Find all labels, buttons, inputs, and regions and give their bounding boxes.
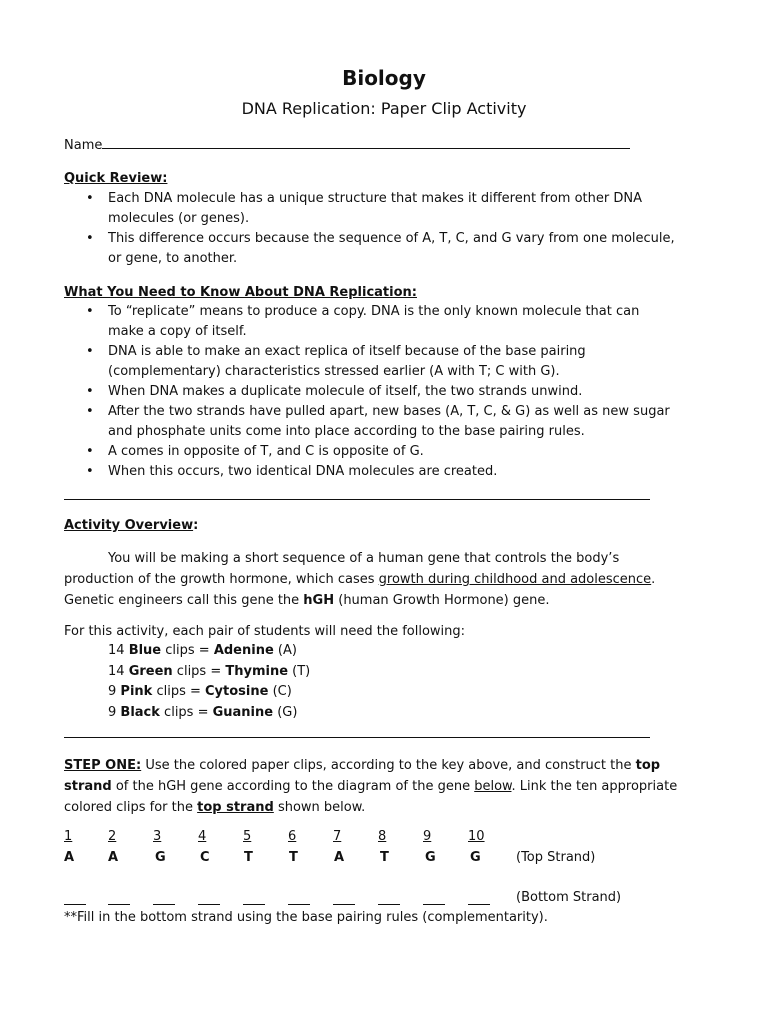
quick-review-heading: Quick Review:	[64, 171, 168, 186]
list-item: • To “replicate” means to produce a copy. DNA is the only known molecule that can make a copy of itself.	[64, 302, 714, 342]
bottom-strand-blank[interactable]	[288, 890, 310, 905]
supply-pink: 9 Pink clips = Cytosine (C)	[108, 684, 292, 699]
bottom-strand-blank[interactable]	[64, 890, 86, 905]
position-number: 1	[64, 829, 73, 844]
position-number: 10	[468, 829, 485, 844]
top-strand-base: G	[425, 850, 436, 865]
top-strand-base: C	[200, 850, 210, 865]
position-number: 6	[288, 829, 297, 844]
section-divider	[64, 737, 650, 738]
bottom-strand-blank[interactable]	[468, 890, 490, 905]
position-number: 8	[378, 829, 387, 844]
position-number: 9	[423, 829, 432, 844]
bottom-strand-label: (Bottom Strand)	[516, 890, 622, 905]
top-strand-base: A	[64, 850, 75, 865]
footnote: **Fill in the bottom strand using the base pairing rules (complementarity).	[64, 910, 548, 925]
list-item: • A comes in opposite of T, and C is opposite of G.	[64, 442, 714, 462]
list-item: • Each DNA molecule has a unique structure that makes it different from other DNA molecules (or genes).	[64, 189, 714, 229]
need-to-know-list	[64, 302, 714, 482]
overview-paragraph: You will be making a short sequence of a human gene that controls the body’s production of the growth hormone, which cases growth during childhood and adolescence. Genetic engineers call this gene the hGH (human Growth Hormone) gene.	[64, 551, 656, 608]
page-subtitle: DNA Replication: Paper Clip Activity	[241, 99, 527, 118]
top-strand-base: A	[108, 850, 119, 865]
supplies-intro: For this activity, each pair of students will need the following:	[64, 624, 466, 639]
bottom-strand-blank[interactable]	[423, 890, 445, 905]
list-item: • DNA is able to make an exact replica of itself because of the base pairing (complementary) characteristics stressed earlier (A with T; C with G).	[64, 342, 714, 382]
top-strand-label: (Top Strand)	[516, 850, 596, 865]
list-item: • When DNA makes a duplicate molecule of itself, the two strands unwind.	[64, 382, 714, 402]
position-number: 5	[243, 829, 252, 844]
bottom-strand-blank[interactable]	[243, 890, 265, 905]
top-strand-base: G	[155, 850, 166, 865]
bottom-strand-blank[interactable]	[108, 890, 130, 905]
page-title: Biology	[342, 66, 426, 90]
position-number: 7	[333, 829, 342, 844]
name-blank-line[interactable]	[102, 137, 630, 149]
list-item: • After the two strands have pulled apart, new bases (A, T, C, & G) as well as new sugar and phosphate units come into place according to the base pairing rules.	[64, 402, 714, 442]
position-number: 2	[108, 829, 117, 844]
bottom-strand-blank[interactable]	[153, 890, 175, 905]
activity-overview-heading: Activity Overview:	[64, 518, 199, 533]
top-strand-base: T	[289, 850, 298, 865]
list-item: • This difference occurs because the sequence of A, T, C, and G vary from one molecule, or gene, to another.	[64, 229, 714, 269]
position-number: 3	[153, 829, 162, 844]
bottom-strand-blank[interactable]	[333, 890, 355, 905]
top-strand-base: G	[470, 850, 481, 865]
top-strand-base: A	[334, 850, 345, 865]
bottom-strand-blank[interactable]	[198, 890, 220, 905]
name-label: Name	[64, 138, 103, 153]
supply-green: 14 Green clips = Thymine (T)	[108, 664, 311, 679]
quick-review-list	[64, 189, 714, 269]
bottom-strand-blank[interactable]	[378, 890, 400, 905]
name-field[interactable]	[64, 137, 630, 153]
supply-blue: 14 Blue clips = Adenine (A)	[108, 643, 297, 658]
section-divider	[64, 499, 650, 500]
position-number: 4	[198, 829, 207, 844]
need-to-know-heading: What You Need to Know About DNA Replication:	[64, 285, 417, 300]
list-item: • When this occurs, two identical DNA molecules are created.	[64, 462, 714, 482]
top-strand-base: T	[380, 850, 389, 865]
step-one-paragraph: STEP ONE: Use the colored paper clips, according to the key above, and construct the top strand of the hGH gene according to the diagram of the gene below. Link the ten appropriate colored clips for the top strand shown below.	[64, 758, 678, 815]
top-strand-base: T	[244, 850, 253, 865]
supply-black: 9 Black clips = Guanine (G)	[108, 705, 298, 720]
